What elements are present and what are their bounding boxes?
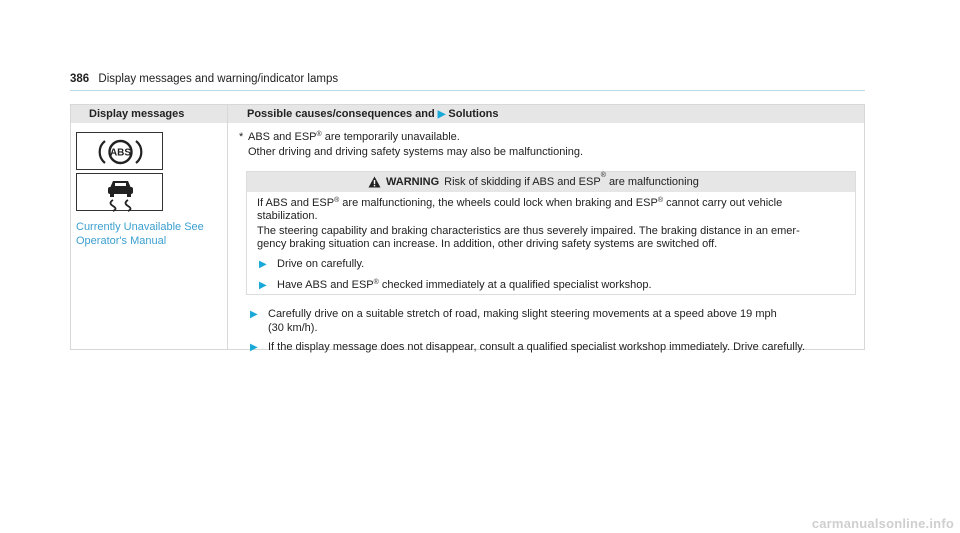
arrow-icon: ▶ xyxy=(250,342,258,353)
operator-manual-link[interactable]: Currently Unavailable See Operator's Manual xyxy=(76,221,204,247)
play-arrow-icon: ▶ xyxy=(437,109,446,120)
solutions-column: * ABS and ESP® are temporarily unavailable. Other driving and driving safety systems may also be malfunctioning. WARNING Risk of skidding if ABS and ESP® are malfunctioning If ABS and ESP® are malfunctioning, the wheels could lock when braking and ESP® cannot carry out vehicle stabilization. The steering capability and braking characteristics are thus severely impaired. The braking distance in an emer- gency braking situation can increase. In addition, other driving safety systems are switched off. ▶ Drive on carefully. ▶ Have ABS and ESP® checked immediately at a qualified specialist workshop. ▶ Carefully drive on a suitable stretch of road, making slight steering movements at a speed above 19 mph (30 km/h). ▶ If the display message does not disappear, consult a qualified specialist workshop immediately. Drive carefully. xyxy=(228,123,864,349)
warning-paragraph-2: The steering capability and braking characteristics are thus severely impaired. The braking distance in an emer- xyxy=(257,225,800,237)
page-header-title: Display messages and warning/indicator lamps xyxy=(98,73,339,85)
message-table xyxy=(70,104,865,353)
arrow-icon: ▶ xyxy=(259,259,267,270)
arrow-icon: ▶ xyxy=(259,280,267,291)
warning-triangle-icon xyxy=(368,176,381,188)
svg-text:ABS: ABS xyxy=(109,147,132,159)
col-header-solutions: Possible causes/consequences and ▶ Solutions xyxy=(228,105,864,123)
warning-paragraph-1: If ABS and ESP® are malfunctioning, the wheels could lock when braking and ESP® cannot carry out vehicle xyxy=(257,197,783,209)
solution-bullet-2: ▶ If the display message does not disappear, consult a qualified specialist workshop immediately. Drive carefully. xyxy=(250,341,806,353)
esp-skid-icon xyxy=(76,173,163,211)
header-rule xyxy=(70,90,865,91)
page-header xyxy=(70,73,338,85)
col-header-display-messages: Display messages xyxy=(71,105,227,123)
warning-header: WARNING Risk of skidding if ABS and ESP® are malfunctioning xyxy=(247,172,855,192)
arrow-icon: ▶ xyxy=(250,309,258,320)
warning-bullet-2: ▶ Have ABS and ESP® checked immediately at a qualified specialist workshop. xyxy=(259,279,652,291)
solution-bullet-1: ▶ Carefully drive on a suitable stretch of road, making slight steering movements at a speed above 19 mph xyxy=(250,308,777,320)
warning-label: WARNING xyxy=(386,176,440,188)
footnote: * ABS and ESP® are temporarily unavailable. Other driving and driving safety systems may also be malfunctioning. xyxy=(239,131,584,158)
footnote-marker: * xyxy=(239,131,244,143)
warning-box: WARNING Risk of skidding if ABS and ESP® are malfunctioning If ABS and ESP® are malfunctioning, the wheels could lock when braking and ESP® cannot carry out vehicle stabilization. The steering capability and braking characteristics are thus severely impaired. The braking distance in an emer- gency braking situation can increase. In addition, other driving safety systems are switched off. ▶ Drive on carefully. ▶ Have ABS and ESP® checked immediately at a qualified specialist workshop. xyxy=(246,171,856,295)
abs-warning-icon xyxy=(76,132,163,170)
watermark: carmanualsonline.info xyxy=(811,516,954,531)
page-number: 386 xyxy=(70,73,90,85)
warning-bullet-1: ▶ Drive on carefully. xyxy=(259,258,365,270)
